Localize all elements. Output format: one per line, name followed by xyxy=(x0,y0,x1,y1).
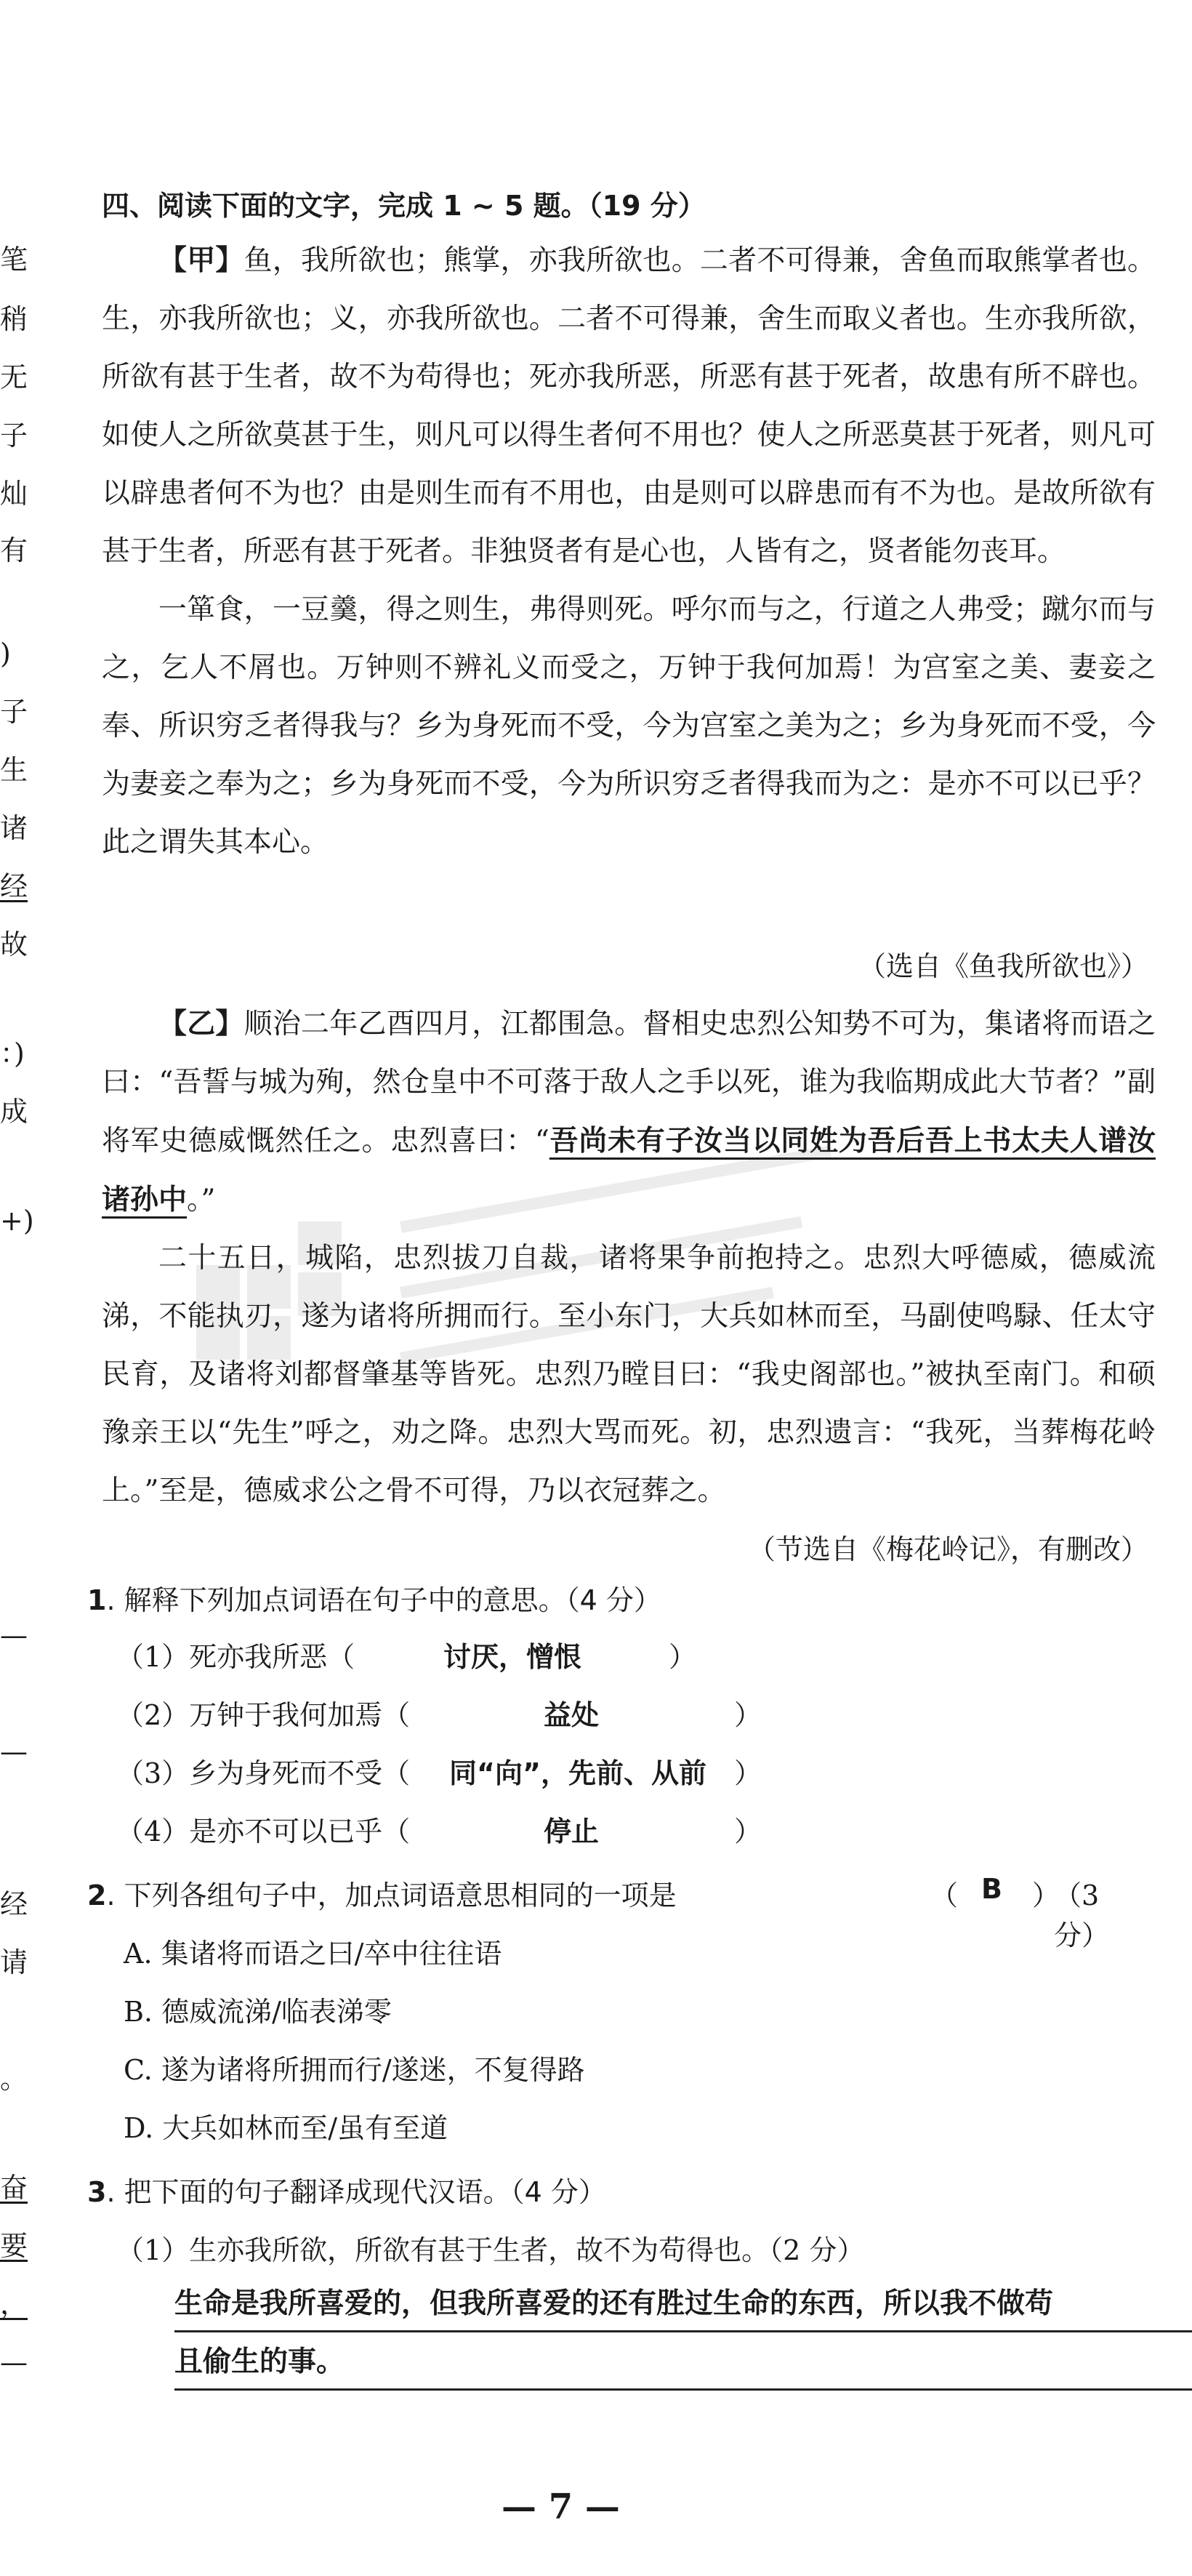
fragment-char: 成 xyxy=(0,1096,28,1128)
fragment-char: ：) xyxy=(0,1038,25,1070)
passage-text: 一箪食，一豆羹，得之则生，弗得则死。呼尔而与之，行道之人弗受；蹴尔而与之，乞人不屑也。万钟则不辨礼义而受之，万钟于我何加焉！为宫室之美、妻妾之奉、所识穷乏者得我与？乡为身死而不受，今为宫室之美为之；乡为身死而不受，今为妻妾之奉为之；乡为身死而不受，今为所识穷乏者得我而为之：是亦不可以已乎？此之谓失其本心。 xyxy=(102,593,1156,859)
q1-item-3-close: ） xyxy=(734,1757,762,1789)
fragment-char: ， xyxy=(0,2288,28,2320)
q2-option-c: C. 遂为诸将所拥而行/遂迷，不复得路 xyxy=(124,2054,585,2086)
fragment-char: ) xyxy=(0,638,11,670)
passage-text: 。” xyxy=(187,1184,216,1216)
fragment-char: 笔 xyxy=(0,244,28,276)
passage-text: 鱼，我所欲也；熊掌，亦我所欲也。二者不可得兼，舍鱼而取熊掌者也。生，亦我所欲也；义，亦我所欲也。二者不可得兼，舍生而取义者也。生亦我所欲，所欲有甚于生者，故不为苟得也；死亦我所恶，所恶有甚于死者，故患有所不辟也。如使人之所欲莫甚于生，则凡可以得生者何不用也？使人之所恶莫甚于死者，则凡可以辟患者何不为也？由是则生而有不用也，由是则可以辟患而有不为也。是故所欲有甚于生者，所恶有甚于死者。非独贤者有是心也，人皆有之，贤者能勿丧耳。 xyxy=(102,244,1156,568)
passage-tag: 【乙】 xyxy=(158,1007,244,1040)
source-yi: （节选自《梅花岭记》，有删改） xyxy=(747,1533,1148,1565)
question-text: . 解释下列加点词语在句子中的意思。（4 分） xyxy=(106,1584,661,1616)
fragment-char: 奋 xyxy=(0,2172,28,2204)
fragment-char: — xyxy=(0,2346,28,2378)
fragment-char: 无 xyxy=(0,361,28,393)
source-jia: （选自《鱼我所欲也》） xyxy=(858,950,1148,982)
q2-option-b: B. 德威流涕/临表涕零 xyxy=(124,1996,392,2028)
fragment-char: 经 xyxy=(0,1888,28,1920)
q2-paren-open: （ xyxy=(930,1879,959,1911)
fragment-char: 有 xyxy=(0,534,28,566)
fragment-char: 生 xyxy=(0,754,28,786)
fragment-char: 要 xyxy=(0,2230,28,2262)
question-2-stem xyxy=(87,1873,677,1913)
q1-item-2-label: （2）万钟于我何加焉（ xyxy=(116,1699,411,1731)
question-number: 1 xyxy=(87,1584,107,1616)
passage-yi xyxy=(102,995,1156,1520)
passage-tag: 【甲】 xyxy=(158,244,244,277)
passage-jia xyxy=(102,231,1156,872)
fragment-char: 子 xyxy=(0,696,28,728)
q1-item-3-label: （3）乡为身死而不受（ xyxy=(116,1757,411,1789)
question-number: 3 xyxy=(87,2176,107,2208)
q1-item-4-close: ） xyxy=(734,1815,762,1847)
fragment-char: +) xyxy=(0,1205,34,1237)
q1-item-1-answer: 讨厌，憎恨 xyxy=(443,1641,582,1673)
q2-answer: B xyxy=(981,1873,1002,1905)
question-number: 2 xyxy=(87,1879,107,1911)
q2-paren-close: ） xyxy=(1032,1879,1060,1911)
passage-jia-p2 xyxy=(102,581,1156,872)
fragment-char: 故 xyxy=(0,928,28,960)
q3-sub1-answer-line1: 生命是我所喜爱的，但我所喜爱的还有胜过生命的东西，所以我不做苟 xyxy=(174,2287,1054,2320)
passage-jia-p1 xyxy=(102,231,1156,581)
passage-text: 顺治二年乙酉四月，江都围急。督相史忠烈公知势不可为，集诸将而语之曰：“吾誓与城为殉，然仓皇中不可落于敌人之手以死，谁为我临期成此大节者？”副将军史德威慨然任之。忠烈喜曰：“ xyxy=(102,1008,1156,1157)
q1-item-4-answer: 停止 xyxy=(544,1815,600,1847)
page-number: — 7 — xyxy=(502,2487,620,2527)
question-text: . 把下面的句子翻译成现代汉语。（4 分） xyxy=(106,2176,606,2208)
passage-yi-p1 xyxy=(102,995,1156,1229)
fragment-char: 。 xyxy=(0,2063,28,2095)
answer-rule xyxy=(174,2388,1192,2391)
q2-option-a: A. 集诸将而语之曰/卒中往往语 xyxy=(124,1938,502,1970)
underlined-sentence: 吾尚未有子汝当以同姓为吾后吾上书太夫人谱汝诸孙中 xyxy=(102,1124,1156,1216)
q1-item-1-label: （1）死亦我所恶（ xyxy=(116,1641,355,1673)
passage-text: 二十五日，城陷，忠烈拔刀自裁，诸将果争前抱持之。忠烈大呼德威，德威流涕，不能执刃，遂为诸将所拥而行。至小东门，大兵如林而至，马副使鸣騄、任太守民育，及诸将刘都督肇基等皆死。忠烈乃瞠目曰：“我史阁部也。”被执至南门。和硕豫亲王以“先生”呼之，劝之降。忠烈大骂而死。初，忠烈遗言：“我死，当葬梅花岭上。”至是，德威求公之骨不可得，乃以衣冠葬之。 xyxy=(102,1242,1156,1507)
fragment-char: 子 xyxy=(0,420,28,452)
fragment-char: — xyxy=(0,1736,28,1768)
fragment-char: — xyxy=(0,1619,28,1651)
q1-item-3-answer: 同“向”，先前、从前 xyxy=(449,1757,706,1789)
question-3-stem xyxy=(87,2170,606,2210)
q3-sub1: （1）生亦我所欲，所欲有甚于生者，故不为苟得也。（2 分） xyxy=(116,2234,865,2266)
passage-yi-p2 xyxy=(102,1229,1156,1520)
adjacent-page-fragments xyxy=(0,0,34,2576)
q1-item-1-close: ） xyxy=(669,1641,697,1673)
section-title: 四、阅读下面的文字，完成 1 ~ 5 题。（19 分） xyxy=(102,190,706,222)
question-1-stem xyxy=(87,1578,661,1618)
fragment-char: 灿 xyxy=(0,478,28,510)
fragment-char: 经 xyxy=(0,870,28,902)
q2-option-d: D. 大兵如林而至/虽有至道 xyxy=(124,2112,448,2144)
q1-item-2-answer: 益处 xyxy=(544,1699,600,1731)
fragment-char: 诸 xyxy=(0,812,28,844)
q1-item-2-close: ） xyxy=(734,1699,762,1731)
q1-item-4-label: （4）是亦不可以已乎（ xyxy=(116,1815,411,1847)
fragment-char: 稍 xyxy=(0,303,28,335)
fragment-char: 请 xyxy=(0,1946,28,1978)
question-text: . 下列各组句子中，加点词语意思相同的一项是 xyxy=(106,1879,677,1911)
q2-score: （3 分） xyxy=(1054,1879,1110,1951)
q3-sub1-answer-line2: 且偷生的事。 xyxy=(174,2346,345,2378)
